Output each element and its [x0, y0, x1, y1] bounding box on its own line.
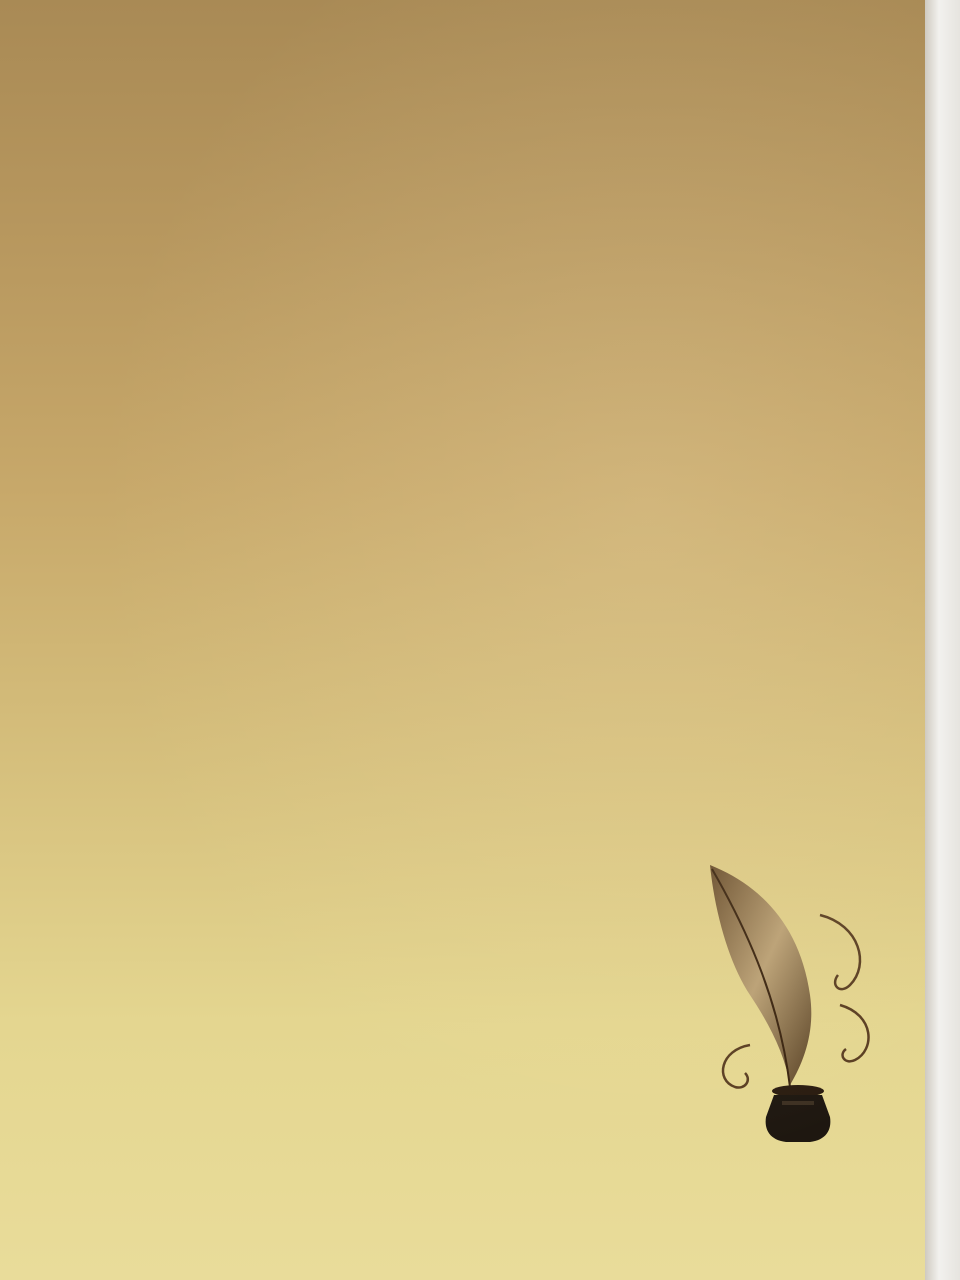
- quill-inkwell-icon: [690, 855, 880, 1145]
- top-ornament-border: [0, 0, 925, 100]
- bottom-ornament-border: [0, 1140, 925, 1280]
- page-edge: [925, 0, 960, 1280]
